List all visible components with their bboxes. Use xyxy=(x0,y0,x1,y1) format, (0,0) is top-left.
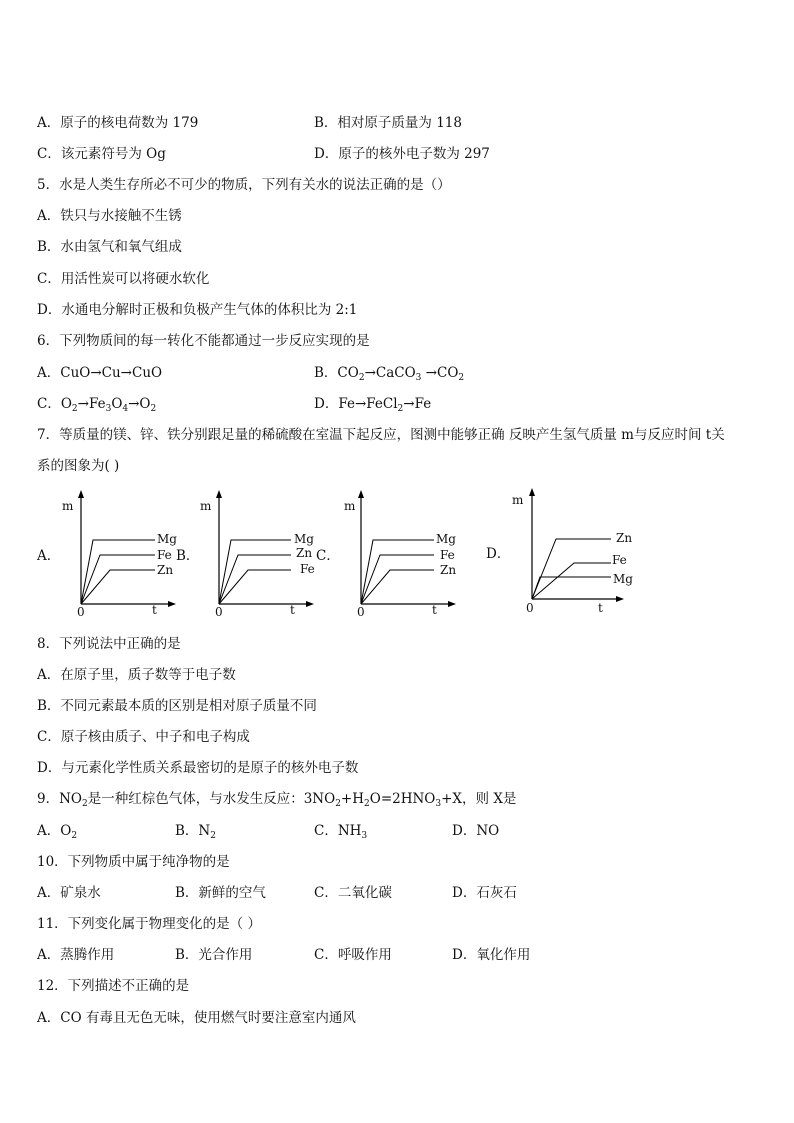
q10-option-d: D．石灰石 xyxy=(452,885,517,901)
q10-option-b: B．新鲜的空气 xyxy=(175,885,266,901)
curve-1 xyxy=(81,540,155,604)
q9-option-a: A．$O_2$ xyxy=(37,823,78,841)
q6-option-b: B．$CO_2\to CaCO_3 \to CO_2$ xyxy=(314,365,465,383)
x-axis-label: t xyxy=(290,603,295,617)
origin-label: 0 xyxy=(77,605,85,619)
q7-stem-line1: 7．等质量的镁、锌、铁分别跟足量的稀硫酸在室温下起反应，图测中能够正确 反映产生氢气质量 m与反应时间 t关 xyxy=(37,427,725,443)
curve-label-1: Zn xyxy=(616,531,633,545)
q8-option-d: D．与元素化学性质关系最密切的是原子的核外电子数 xyxy=(37,760,359,776)
q9-option-d: D．NO xyxy=(452,823,500,839)
q12-stem: 12．下列描述不正确的是 xyxy=(37,978,190,994)
q9-stem: 9．$NO_2$是一种红棕色气体，与水发生反应：$3NO_2+H_2O=2HNO_3+X$，则 X是 xyxy=(37,791,517,809)
origin-label: 0 xyxy=(215,605,223,619)
curve-label-1: Mg xyxy=(436,532,456,546)
x-axis-label: t xyxy=(152,603,157,617)
q10-stem: 10．下列物质中属于纯净物的是 xyxy=(37,854,230,870)
q7-graph-c-option: C． xyxy=(316,548,340,564)
y-axis-label: m xyxy=(344,499,356,513)
q11-option-c: C．呼吸作用 xyxy=(314,947,392,963)
curve-label-2: Fe xyxy=(612,553,627,567)
curve-label-3: Mg xyxy=(613,572,633,586)
q4-option-b: B．相对原子质量为 118 xyxy=(314,115,462,131)
q9-option-b: B．$N_2$ xyxy=(175,823,216,841)
q4-option-d: D．原子的核外电子数为 297 xyxy=(314,146,490,162)
q8-option-c: C．原子核由质子、中子和电子构成 xyxy=(37,729,250,745)
x-axis-arrow xyxy=(168,601,176,607)
origin-label: 0 xyxy=(357,605,365,619)
q12-option-a: A．CO 有毒且无色无味，使用燃气时要注意室内通风 xyxy=(37,1010,356,1026)
q7-graph-a-option: A． xyxy=(37,548,61,564)
curve-label-3: Zn xyxy=(440,563,457,577)
x-axis-arrow xyxy=(306,601,314,607)
curve-label-2: Fe xyxy=(157,548,172,562)
q6-option-c: C．$O_2\to Fe_3O_4\to O_2$ xyxy=(37,396,157,414)
q11-option-b: B．光合作用 xyxy=(175,947,253,963)
y-axis-arrow xyxy=(78,490,84,498)
curve-label-3: Zn xyxy=(157,563,174,577)
y-axis-label: m xyxy=(512,493,524,507)
q5-option-a: A．铁只与水接触不生锈 xyxy=(37,208,182,224)
y-axis-label: m xyxy=(62,499,74,513)
x-axis-arrow xyxy=(616,596,624,602)
x-axis-label: t xyxy=(432,603,437,617)
x-axis-label: t xyxy=(598,601,603,615)
q6-stem: 6．下列物质间的每一转化不能都通过一步反应实现的是 xyxy=(37,333,370,349)
curve-label-1: Mg xyxy=(294,532,314,546)
q11-stem: 11．下列变化属于物理变化的是（ ） xyxy=(37,916,261,932)
q8-stem: 8．下列说法中正确的是 xyxy=(37,636,181,652)
y-axis-arrow xyxy=(216,490,222,498)
y-axis-arrow xyxy=(529,488,535,496)
curve-1 xyxy=(219,540,291,604)
curve-2 xyxy=(81,555,155,604)
q4-option-c: C．该元素符号为 Og xyxy=(37,146,166,162)
curve-1 xyxy=(532,539,611,599)
q6-option-d: D．Fe→FeCl$_2$→Fe xyxy=(314,396,432,414)
q7-graph-d xyxy=(508,484,688,624)
curve-label-1: Mg xyxy=(157,532,177,546)
y-axis-label: m xyxy=(200,499,212,513)
q6-option-a: A．CuO→Cu→CuO xyxy=(37,365,163,381)
q5-option-b: B．水由氢气和氧气组成 xyxy=(37,239,182,255)
q7-graph-b-option: B． xyxy=(176,548,200,564)
q11-option-a: A．蒸腾作用 xyxy=(37,947,115,963)
q7-stem-line2: 系的图象为( ) xyxy=(37,458,120,474)
origin-label: 0 xyxy=(526,601,534,615)
curve-1 xyxy=(361,540,434,604)
curve-label-2: Zn xyxy=(296,546,313,560)
q8-option-a: A．在原子里，质子数等于电子数 xyxy=(37,667,236,683)
q11-option-d: D．氧化作用 xyxy=(452,947,531,963)
q9-option-c: C．$NH_3$ xyxy=(314,823,368,841)
q10-option-c: C．二氧化碳 xyxy=(314,885,392,901)
q5-option-c: C．用活性炭可以将硬水软化 xyxy=(37,271,210,287)
curve-2 xyxy=(361,555,434,604)
q4-option-a: A．原子的核电荷数为 179 xyxy=(37,115,199,131)
curve-label-3: Fe xyxy=(300,562,315,576)
q5-option-d: D．水通电分解时正极和负极产生气体的体积比为 2:1 xyxy=(37,302,358,318)
curve-2 xyxy=(219,555,291,604)
q5-stem: 5．水是人类生存所必不可少的物质，下列有关水的说法正确的是（） xyxy=(37,177,451,193)
q10-option-a: A．矿泉水 xyxy=(37,885,101,901)
q8-option-b: B．不同元素最本质的区别是相对原子质量不同 xyxy=(37,698,317,714)
x-axis-arrow xyxy=(448,601,456,607)
curve-label-2: Fe xyxy=(440,548,455,562)
q7-graph-d-option: D． xyxy=(486,546,511,562)
y-axis-arrow xyxy=(358,490,364,498)
curve-3 xyxy=(532,577,611,599)
